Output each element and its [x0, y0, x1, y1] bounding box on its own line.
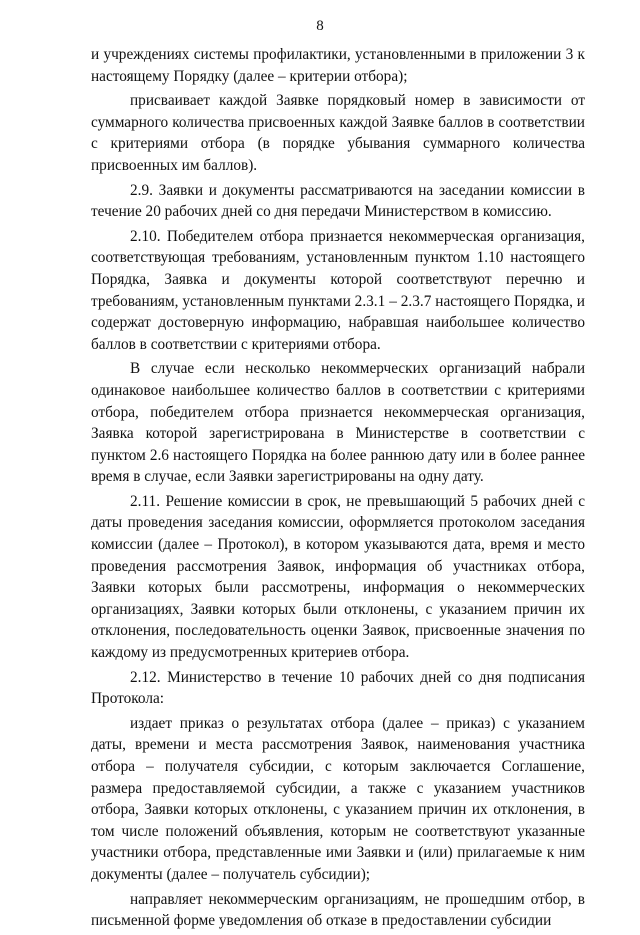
paragraph-tie-rule: В случае если несколько некоммерческих организаций набрали одинаковое наибольшее количество баллов в соответствии с критериями отбора, победителем отбора признается некоммерческая организация, Заявка которой зарегистрирована в Министерстве в соответствии с пунктом 2.6 настоящего Порядка на более раннюю дату или в более раннее время в случае, если Заявки зарегистрированы на одну дату.	[91, 360, 585, 486]
paragraph-assign-number: присваивает каждой Заявке порядковый номер в зависимости от суммарного количества присвоенных каждой Заявке баллов в соответствии с критериями отбора (в порядке убывания суммарного количества присвоенных им баллов).	[91, 92, 585, 174]
paragraph-2-11: 2.11. Решение комиссии в срок, не превышающий 5 рабочих дней с даты проведения заседания комиссии, оформляется протоколом заседания комиссии (далее – Протокол), в котором указываются дата, время и место проведения рассмотрения Заявок, информация об участниках отбора, Заявки которых были рассмотрены, информация о некоммерческих организациях, Заявки которых были отклонены, с указанием причин их отклонения, последовательность оценки Заявок, присвоенные значения по каждому из предусмотренных критериев отбора.	[91, 492, 585, 662]
document-body	[91, 44, 585, 935]
paragraph-send-notice: направляет некоммерческим организациям, не прошедшим отбор, в письменной форме уведомления об отказе в предоставлении субсидии	[91, 890, 585, 930]
paragraph-2-10: 2.10. Победителем отбора признается некоммерческая организация, соответствующая требованиям, установленным пунктом 1.10 настоящего Порядка, Заявка и документы которой соответствуют перечню и требованиям, установленным пунктами 2.3.1 – 2.3.7 настоящего Порядка, и содержат достоверную информацию, набравшая наибольшее количество баллов в соответствии с критериями отбора.	[91, 227, 585, 353]
paragraph-continuation: и учреждениях системы профилактики, установленными в приложении 3 к настоящему Порядку (далее – критерии отбора);	[91, 46, 585, 85]
paragraph-2-9: 2.9. Заявки и документы рассматриваются на заседании комиссии в течение 20 рабочих дней со дня передачи Министерством в комиссию.	[91, 181, 585, 221]
page-number: 8	[316, 18, 324, 34]
paragraph-issue-order: издает приказ о результатах отбора (далее – приказ) с указанием даты, времени и места рассмотрения Заявок, наименования участника отбора – получателя субсидии, с которым заключается Соглашение, размера предоставляемой субсидии, а также с указанием участников отбора, Заявки которых отклонены, с указанием причин их отклонения, в том числе положений объявления, которым не соответствуют указанные участники отбора, представленные ими Заявки и (или) прилагаемые к ним документы (далее – получатель субсидии);	[91, 714, 585, 883]
paragraph-2-12: 2.12. Министерство в течение 10 рабочих дней со дня подписания Протокола:	[91, 668, 585, 708]
